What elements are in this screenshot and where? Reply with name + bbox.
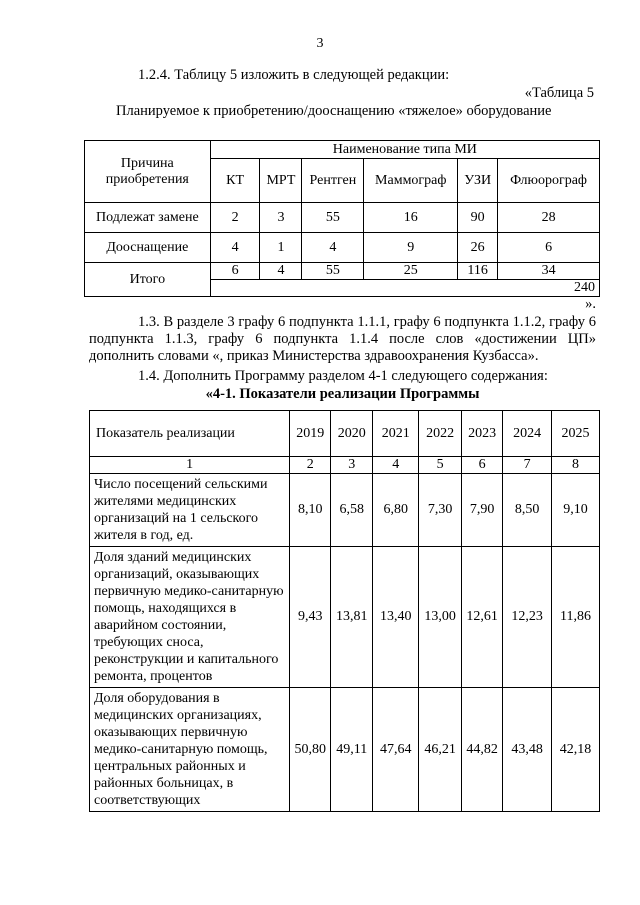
cell: 16 [364, 203, 458, 233]
col-number: 1 [90, 457, 290, 474]
close-quote: ». [585, 296, 596, 312]
cell: 7,90 [462, 474, 503, 547]
col-number: 3 [331, 457, 373, 474]
cell: 9,43 [290, 547, 331, 688]
col-number: 7 [503, 457, 552, 474]
cell: 46,21 [419, 688, 462, 812]
indicator-header: Показатель реализации [90, 411, 290, 457]
page-number: 3 [316, 36, 324, 51]
cell: 4 [260, 263, 302, 280]
col-header: МРТ [260, 159, 302, 203]
cell: 55 [302, 263, 364, 280]
cell: 28 [498, 203, 600, 233]
col-number: 2 [290, 457, 331, 474]
cell: 6,80 [373, 474, 419, 547]
table-row [90, 688, 600, 812]
col-header: УЗИ [458, 159, 498, 203]
cell: 1 [260, 233, 302, 263]
cell: 50,80 [290, 688, 331, 812]
row-label: Подлежат замене [85, 203, 211, 233]
total-label: Итого [85, 263, 211, 297]
cell: 2 [210, 203, 260, 233]
table-row [90, 474, 600, 547]
table5 [84, 140, 600, 297]
cell: 42,18 [552, 688, 600, 812]
cell: 6 [210, 263, 260, 280]
cell: 12,23 [503, 547, 552, 688]
col-header: Рентген [302, 159, 364, 203]
indicator-label: Число посещений сельскими жителями медицинских организаций на 1 сельского жителя в год, ед. [90, 474, 290, 547]
cell: 47,64 [373, 688, 419, 812]
indicator-label: Доля зданий медицинских организаций, оказывающих первичную медико-санитарную помощь, находящихся в аварийном состоянии, требующих сноса, реконструкции и капитального ремонта, процентов [90, 547, 290, 688]
year-header: 2023 [462, 411, 503, 457]
reason-header: Причина приобретения [85, 141, 211, 203]
cell: 49,11 [331, 688, 373, 812]
col-header: Маммограф [364, 159, 458, 203]
col-number: 6 [462, 457, 503, 474]
grand-total: 240 [210, 280, 599, 297]
col-number: 8 [552, 457, 600, 474]
col-header: КТ [210, 159, 260, 203]
cell: 8,50 [503, 474, 552, 547]
table5-label: «Таблица 5 [524, 85, 594, 101]
cell: 6,58 [331, 474, 373, 547]
year-header: 2022 [419, 411, 462, 457]
cell: 6 [498, 233, 600, 263]
cell: 90 [458, 203, 498, 233]
cell: 13,00 [419, 547, 462, 688]
cell: 4 [210, 233, 260, 263]
year-header: 2025 [552, 411, 600, 457]
cell: 13,40 [373, 547, 419, 688]
col-header: Флюорограф [498, 159, 600, 203]
cell: 4 [302, 233, 364, 263]
col-number: 4 [373, 457, 419, 474]
cell: 13,81 [331, 547, 373, 688]
year-header: 2019 [290, 411, 331, 457]
paragraph-1-3: 1.3. В разделе 3 графу 6 подпункта 1.1.1, графу 6 подпункта 1.1.2, графу 6 подпункта 1.1.3, графу 6 подпункта 1.1.4 после слов «достижении ЦП» дополнить словами «, приказ Министерства здравоохранения Кузбасса». [89, 314, 596, 364]
cell: 25 [364, 263, 458, 280]
cell: 44,82 [462, 688, 503, 812]
year-header: 2020 [331, 411, 373, 457]
year-header: 2024 [503, 411, 552, 457]
cell: 9,10 [552, 474, 600, 547]
cell: 34 [498, 263, 600, 280]
paragraph-1-4: 1.4. Дополнить Программу разделом 4-1 следующего содержания: [138, 368, 548, 384]
indicator-label: Доля оборудования в медицинских организациях, оказывающих первичную медико-санитарную помощь, центральных районных и районных больницах, в соответствующих [90, 688, 290, 812]
cell: 11,86 [552, 547, 600, 688]
row-label: Дооснащение [85, 233, 211, 263]
cell: 55 [302, 203, 364, 233]
table-4-1 [89, 410, 600, 812]
table-row [85, 233, 600, 263]
table-row [85, 203, 600, 233]
col-number: 5 [419, 457, 462, 474]
year-header: 2021 [373, 411, 419, 457]
table-row [90, 547, 600, 688]
table5-title: Планируемое к приобретению/дооснащению «тяжелое» оборудование [116, 103, 552, 119]
cell: 43,48 [503, 688, 552, 812]
section-title: «4-1. Показатели реализации Программы [205, 386, 480, 402]
mi-type-header: Наименование типа МИ [210, 141, 599, 159]
cell: 12,61 [462, 547, 503, 688]
intro-paragraph: 1.2.4. Таблицу 5 изложить в следующей редакции: [138, 67, 450, 83]
cell: 7,30 [419, 474, 462, 547]
cell: 116 [458, 263, 498, 280]
cell: 3 [260, 203, 302, 233]
cell: 26 [458, 233, 498, 263]
total-row [85, 263, 600, 280]
cell: 8,10 [290, 474, 331, 547]
cell: 9 [364, 233, 458, 263]
